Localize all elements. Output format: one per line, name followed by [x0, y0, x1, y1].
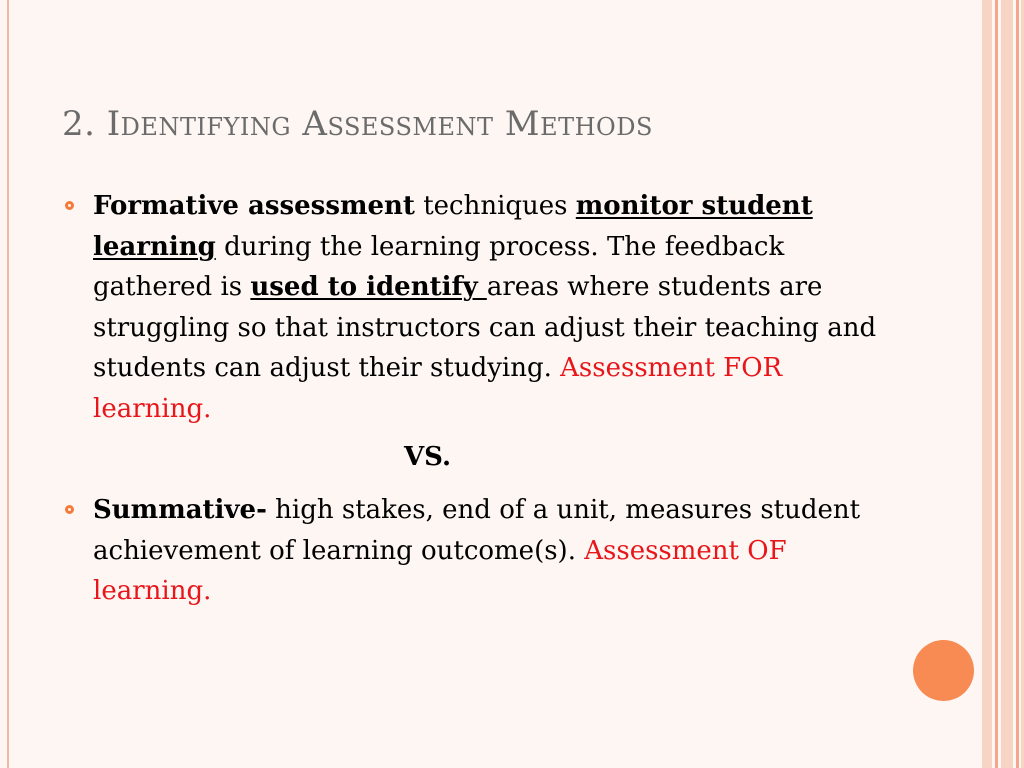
- term-summative: Summative-: [93, 495, 267, 525]
- stripe: [995, 0, 998, 768]
- term-formative: Formative assessment: [93, 191, 415, 221]
- bullet-summative: [62, 490, 882, 612]
- stripe: [1016, 0, 1019, 768]
- highlight-text: Assessment OF learning.: [93, 535, 787, 606]
- bullet-list: [62, 186, 882, 429]
- text: during the learning process. The feedback gathered is: [93, 231, 785, 302]
- text: areas where students are struggling so that instructors can adjust their teaching and students can adjust their studying.: [93, 272, 877, 383]
- bullet-formative: [62, 186, 882, 429]
- right-decorative-stripes: [980, 0, 1024, 768]
- stripe: [1001, 0, 1013, 768]
- bullet-list-2: [62, 490, 882, 612]
- slide-title: 2. Identifying Assessment Methods: [62, 104, 653, 144]
- decorative-circle: [913, 640, 974, 701]
- bullet-ring-icon: [65, 201, 74, 210]
- underlined-phrase: monitor student learning: [93, 191, 813, 262]
- stripe: [982, 0, 992, 768]
- vs-label: VS.: [404, 442, 452, 472]
- text: techniques: [414, 191, 576, 221]
- left-border-line: [7, 0, 9, 768]
- underlined-phrase: used to identify: [250, 272, 487, 302]
- text: high stakes, end of a unit, measures student achievement of learning outcome(s).: [93, 495, 861, 566]
- bullet-ring-icon: [65, 505, 74, 514]
- highlight-text: Assessment FOR learning.: [93, 353, 783, 424]
